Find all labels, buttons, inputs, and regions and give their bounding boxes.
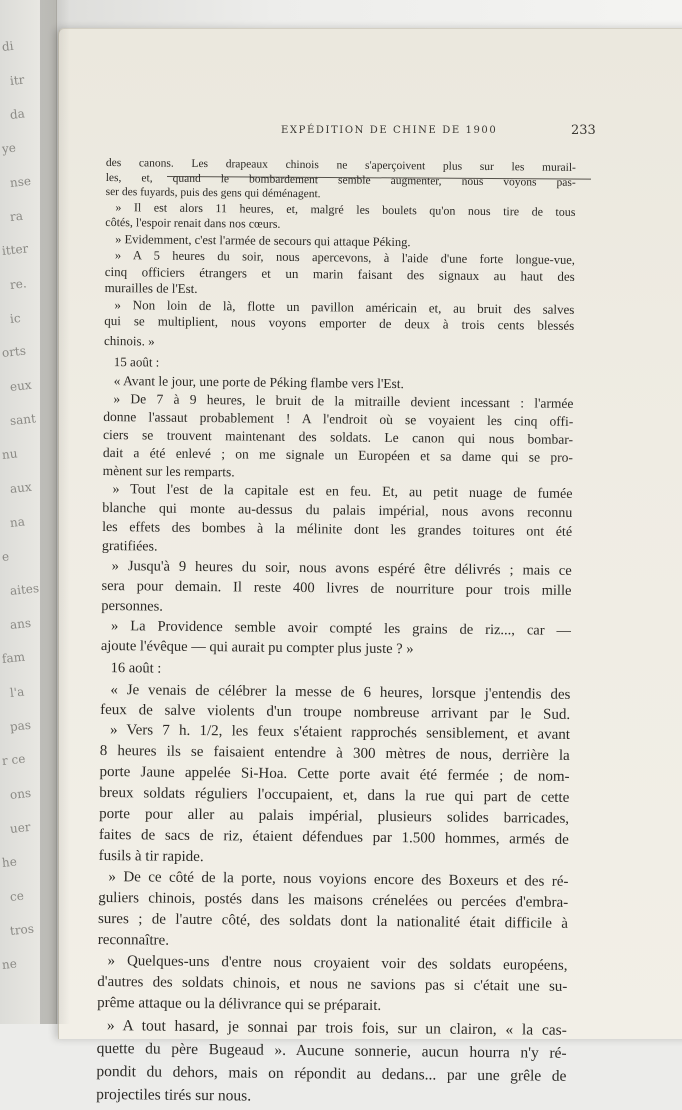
left-page-fragment: di — [1, 38, 15, 54]
text-line: blanche qui monte au-dessus du palais impérial, nous avons reconnu — [102, 500, 573, 521]
text-line: » Vers 7 h. 1/2, les feux s'étaient rapprochés sensiblement, et avant — [109, 721, 571, 743]
text-line: » A tout hasard, je sonnai par trois fois, sur un clairon, « la cas- — [106, 1016, 567, 1039]
left-page-fragment: da — [9, 106, 26, 122]
text-line: » De 7 à 9 heures, le bruit de la mitraille devient incessant : l'armée — [113, 390, 574, 411]
left-page-fragment: e — [1, 549, 10, 564]
text-line: porte pour aller au palais impérial, plusieurs solides barricades, — [99, 805, 570, 827]
text-line: cinq officiers étrangers et un marin faisant des signaux au haut des — [104, 263, 575, 284]
left-page-fragment: fam — [1, 649, 26, 666]
left-page-fragment: r ce — [1, 751, 26, 768]
page-body — [96, 156, 576, 1110]
left-page-fragment: aux — [9, 479, 33, 496]
text-line: » A 5 heures du soir, nous apercevons, à l'aide d'une forte longue-vue, — [114, 248, 576, 267]
page-number: 233 — [571, 123, 596, 138]
text-line: reconnaître. — [97, 931, 170, 949]
left-page-fragment: he — [1, 854, 18, 870]
left-page-fragment: pas — [9, 717, 32, 734]
text-line: gratifiées. — [101, 538, 158, 555]
text-line: » De ce côté de la porte, nous voyions encore des Boxeurs et des ré- — [108, 868, 569, 890]
left-page-fragment: nu — [1, 446, 19, 462]
text-line: sera pour demain. Il reste 400 livres de nourriture pour trois mille — [101, 577, 572, 599]
left-page-fragment: ons — [9, 785, 32, 802]
left-page-fragment: ne — [1, 956, 18, 972]
text-line: « Je venais de célébrer la messe de 6 heures, lorsque j'entendis des — [110, 681, 571, 703]
left-page-fragment: na — [9, 514, 26, 530]
text-line: » Evidemment, c'est l'armée de secours qui attaque Péking. — [115, 231, 411, 249]
text-line: sures ; de l'autre côté, des soldats dont la nationalité était difficile à — [97, 910, 569, 932]
running-head: EXPÉDITION DE CHINE DE 1900 — [281, 125, 498, 136]
text-line: » Quelques-uns d'entre nous croyaient voir des soldats européens, — [107, 952, 568, 974]
left-page-fragment: ra — [9, 208, 24, 224]
left-page-fragment: ic — [9, 310, 22, 326]
left-page-fragment: itter — [1, 241, 29, 258]
text-line: prême attaque ou la délivrance qui se préparait. — [97, 994, 382, 1014]
left-page-fragment: l'a — [9, 684, 25, 700]
left-page-fragment: itr — [9, 72, 26, 88]
text-line: qui se multiplient, nous voyons emporter de deux à trois cents blessés — [104, 312, 575, 333]
text-line: » Jusqu'à 9 heures du soir, nous avons espéré être délivrés ; mais ce — [111, 557, 572, 579]
text-line: porte Jaune appelée Si-Hoa. Cette porte avait été fermée ; de nom- — [99, 763, 570, 785]
text-line: personnes. — [101, 597, 163, 615]
left-page-fragment: tros — [9, 921, 35, 938]
date-heading: 16 août : — [110, 659, 162, 677]
left-page-fragment: orts — [1, 343, 27, 360]
text-line: » Non loin de là, flotte un pavillon américain et, au bruit des salves — [114, 296, 575, 317]
left-page-fragment: nse — [9, 173, 32, 190]
text-line: projectiles tirés sur nous. — [96, 1085, 252, 1105]
left-page-fragment: sant — [9, 411, 37, 428]
left-page-fragment: re. — [9, 276, 28, 292]
text-line: mènent sur les remparts. — [102, 462, 235, 479]
text-line: côtés, l'espoir renait dans nos cœurs. — [105, 214, 281, 231]
text-line: ser des fuyards, puis des gens qui déménagent. — [105, 185, 321, 201]
text-line: 8 heures ils se faisaient entendre à 300 mètres de nous, derrière la — [99, 742, 570, 764]
text-line: ajoute l'évêque — qui aurait pu compter plus juste ? » — [100, 637, 414, 657]
text-line: quette du père Bugeaud ». Aucune sonnerie, aucun hourra n'y ré- — [96, 1039, 567, 1062]
text-line: fusils à tir rapide. — [98, 847, 204, 865]
gutter-shadow — [40, 0, 70, 1024]
left-page-fragment: aites — [9, 580, 40, 598]
text-line: les, et, quand le bombardement semble augmenter, nous voyons pas- — [105, 171, 576, 189]
left-page-fragment: ce — [9, 888, 25, 904]
text-line: ciers se trouvent maintenant des soldats. Le canon qui nous bombar- — [103, 426, 574, 447]
text-line: » La Providence semble avoir compté les grains de riz..., car — — [110, 617, 572, 639]
text-line: donne l'assaut probablement ! A l'endroit où se voyaient les cinq offi- — [103, 408, 574, 429]
text-line: pondit du dehors, mais on répondit au dedans... par une grêle de — [96, 1062, 567, 1085]
text-line: d'autres des soldats chinois, et nous ne savions pas si c'était une su- — [97, 973, 568, 995]
text-line: « Avant le jour, une porte de Péking flambe vers l'Est. — [113, 372, 405, 391]
text-line: chinois. » — [103, 332, 155, 349]
text-line: murailles de l'Est. — [104, 279, 198, 296]
left-page-fragment: uer — [9, 819, 32, 836]
text-line: » Tout l'est de la capitale est en feu. Et, au petit nuage de fumée — [112, 481, 573, 502]
text-line: des canons. Les drapeaux chinois ne s'aperçoivent plus sur les murail- — [105, 156, 576, 174]
left-page-fragment: ye — [1, 140, 17, 156]
date-heading: 15 août : — [113, 353, 160, 370]
text-line: les effets des bombes à la mélinite dont les grandes toitures ont été — [102, 519, 573, 540]
left-page-fragment: ans — [9, 615, 32, 632]
text-line: feux de salve violents d'un troupe nombreuse arrivant par le Sud. — [100, 701, 571, 723]
text-line: guliers chinois, postés dans les maisons crénelées ou percées d'embra- — [98, 889, 569, 911]
text-line: dait a été enlevé ; on me signale un Européen et sa dame qui se pro- — [102, 444, 573, 465]
text-line: » Il est alors 11 heures, et, malgré les boulets qu'on nous tire de tous — [115, 199, 576, 219]
text-line: faites de sacs de riz, étaient défendues par 1.500 hommes, armés de — [98, 826, 569, 848]
left-page-fragment: eux — [9, 377, 33, 394]
text-line: breux soldats réguliers l'occupaient, et, dans la rue qui part de cette — [99, 784, 570, 806]
